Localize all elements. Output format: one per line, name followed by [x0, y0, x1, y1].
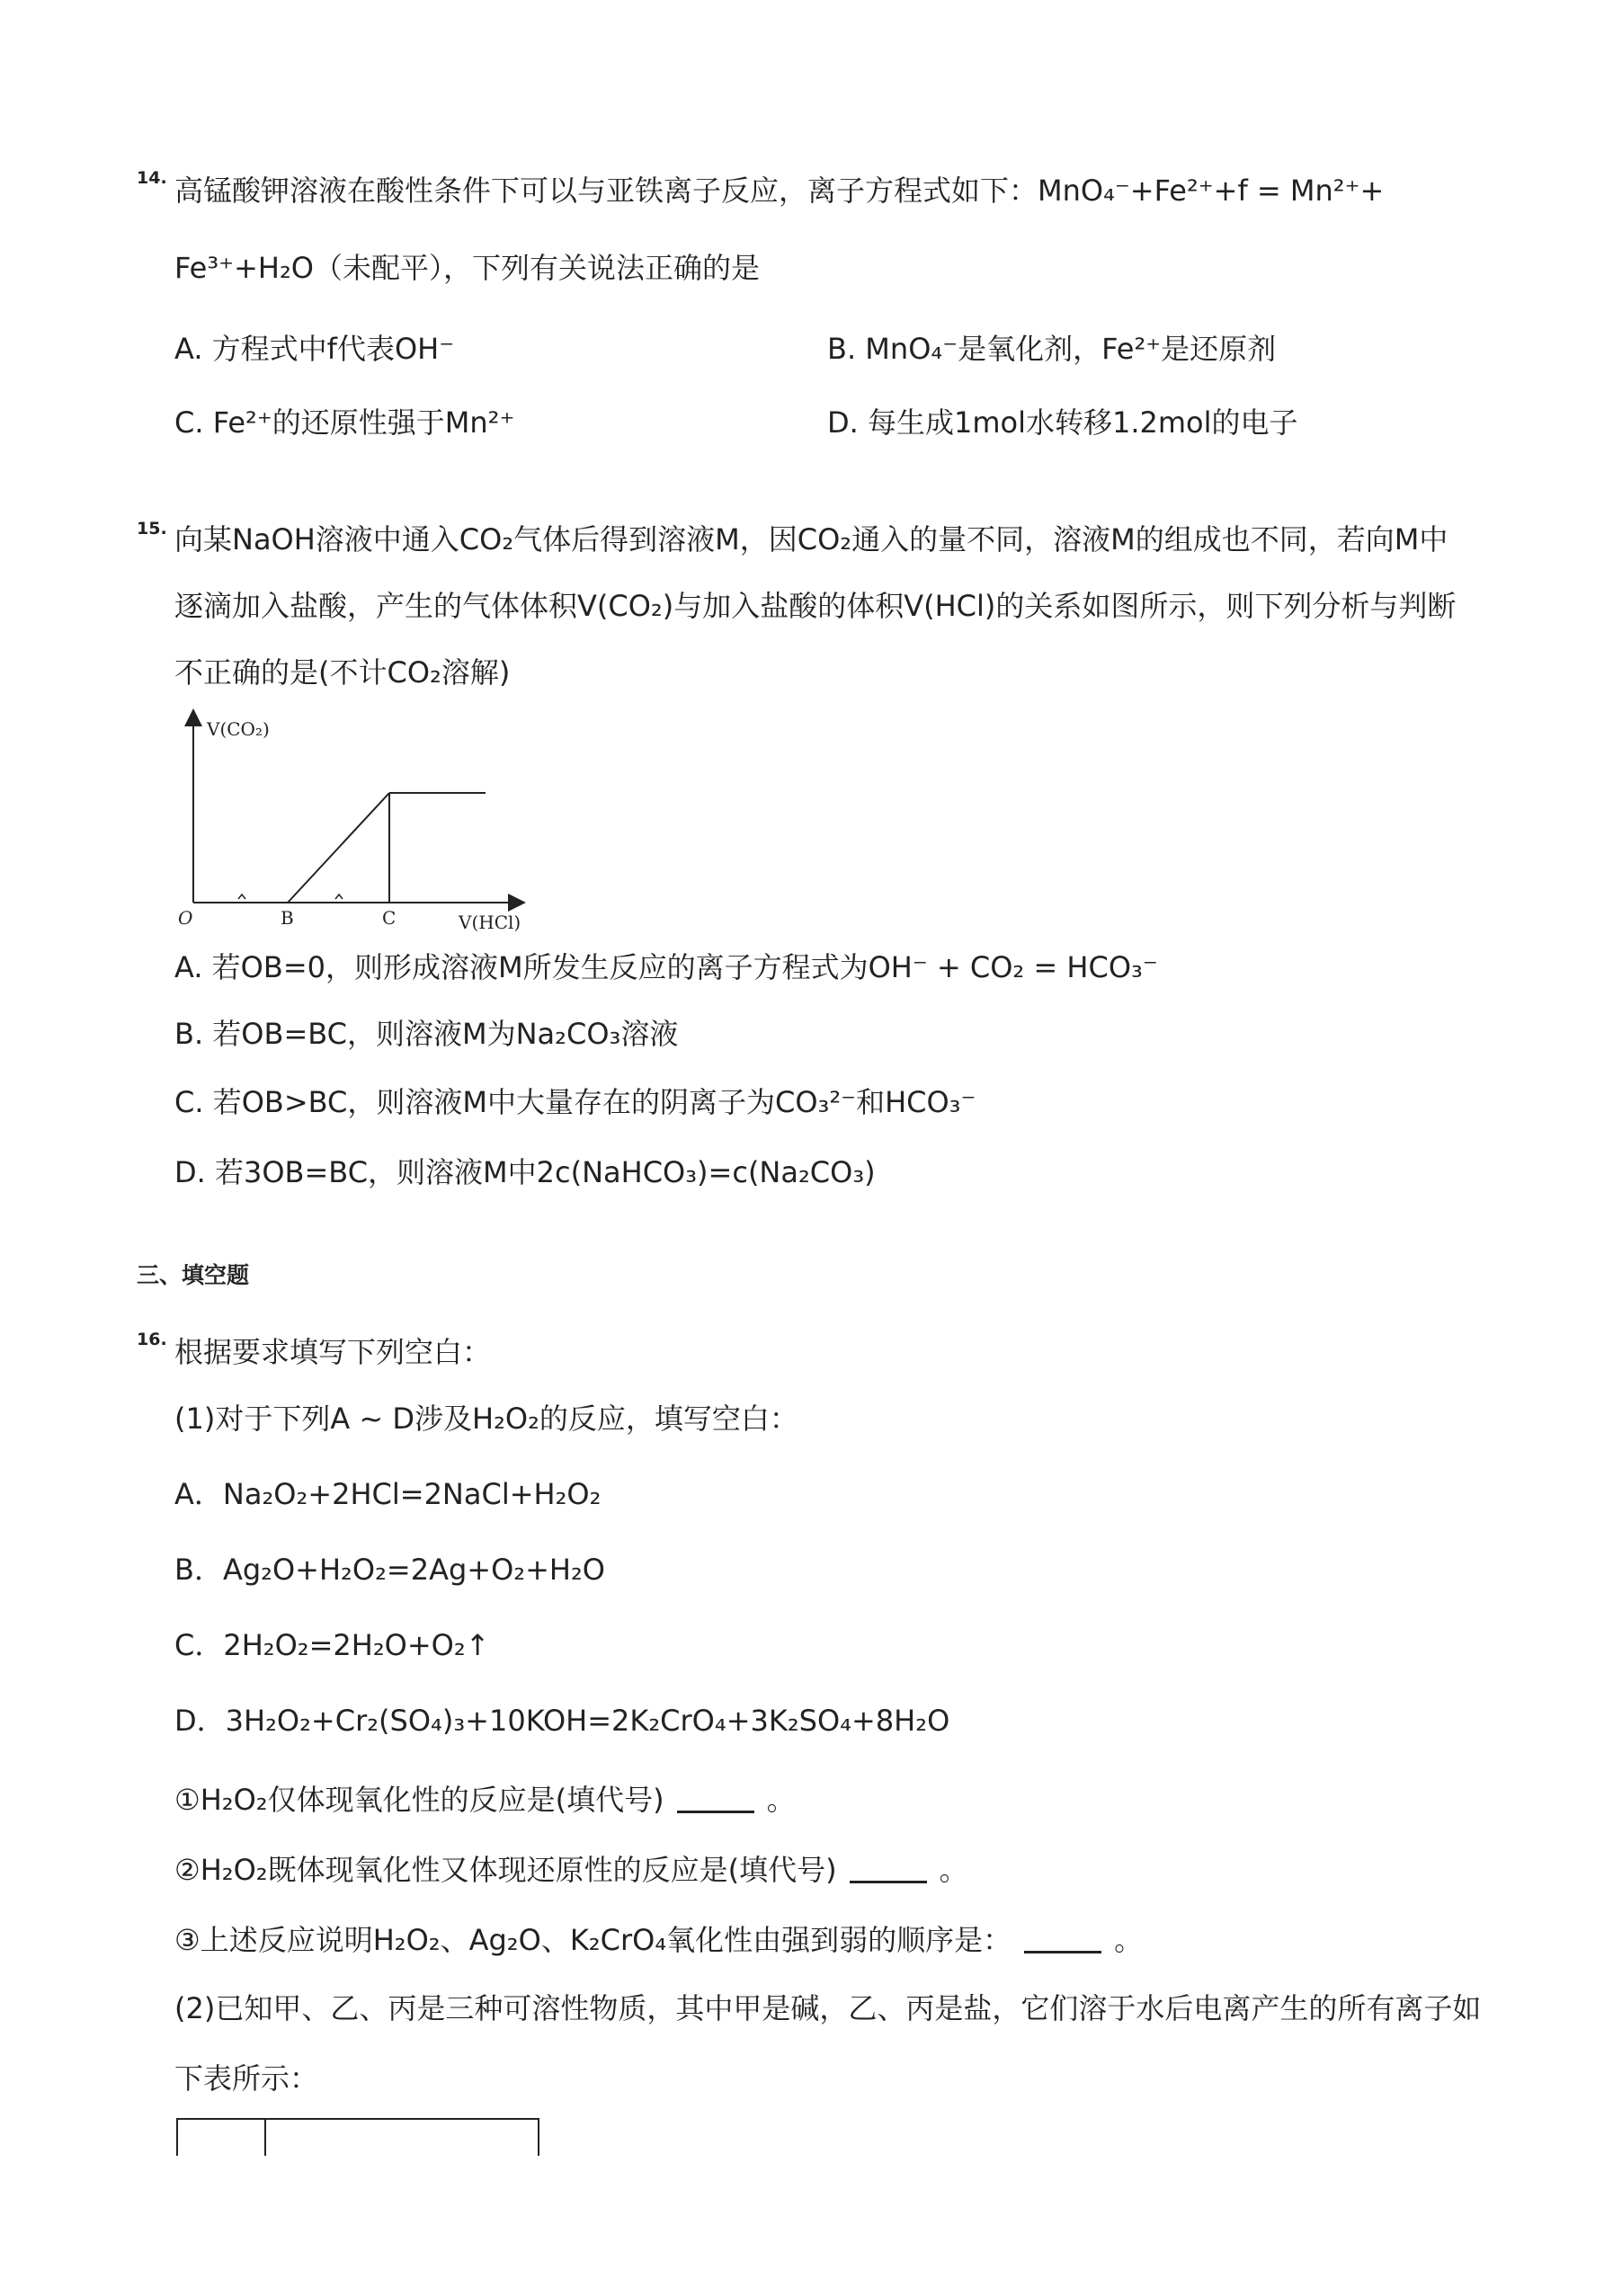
subquestion-3-text: ③上述反应说明H₂O₂、Ag₂O、K₂CrO₄氧化性由强到弱的顺序是：	[174, 1923, 1012, 1957]
ion-table-column-divider	[264, 2120, 266, 2156]
ion-table	[176, 2118, 539, 2156]
ob-brace-mark	[238, 894, 245, 899]
answer-blank-2[interactable]	[850, 1881, 927, 1883]
question-15-stem-line1: 向某NaOH溶液中通入CO₂气体后得到溶液M，因CO₂通入的量不同，溶液M的组成也不同，若向M中	[174, 522, 1448, 556]
question-15-option-a: A. 若OB=0，则形成溶液M所发生反应的离子方程式为OH⁻ + CO₂ = HCO₃⁻	[174, 950, 1158, 984]
subquestion-1-text: ①H₂O₂仅体现氧化性的反应是(填代号)	[174, 1783, 664, 1817]
reaction-c: C．2H₂O₂=2H₂O+O₂↑	[174, 1628, 490, 1662]
question-15-option-d: D. 若3OB=BC，则溶液M中2c(NaHCO₃)=c(Na₂CO₃)	[174, 1155, 876, 1189]
question-15-stem-line3: 不正确的是(不计CO₂溶解)	[174, 655, 511, 690]
section-heading-fill-in: 三、填空题	[137, 1262, 250, 1288]
bc-brace-mark	[335, 894, 343, 899]
question-14-option-d: D. 每生成1mol水转移1.2mol的电子	[827, 405, 1298, 440]
point-b-label: B	[281, 907, 294, 929]
question-16-part2-line1: (2)已知甲、乙、丙是三种可溶性物质，其中甲是碱，乙、丙是盐，它们溶于水后电离产生的所有离子如	[174, 1991, 1482, 2025]
question-14-option-a: A. 方程式中f代表OH⁻	[174, 332, 455, 366]
answer-blank-1[interactable]	[677, 1811, 754, 1813]
subquestion-3-period: 。	[1114, 1923, 1144, 1957]
question-15-stem-line2: 逐滴加入盐酸，产生的气体体积V(CO₂)与加入盐酸的体积V(HCl)的关系如图所示，则下列分析与判断	[174, 589, 1457, 623]
reaction-a: A．Na₂O₂+2HCl=2NaCl+H₂O₂	[174, 1477, 602, 1511]
answer-blank-3[interactable]	[1024, 1951, 1101, 1953]
question-14-number: 14.	[137, 168, 167, 188]
origin-label: O	[178, 907, 193, 929]
subquestion-1-period: 。	[766, 1783, 796, 1817]
reaction-d: D．3H₂O₂+Cr₂(SO₄)₃+10KOH=2K₂CrO₄+3K₂SO₄+8H₂O	[174, 1704, 950, 1738]
question-14-stem-line2: Fe³⁺+H₂O（未配平），下列有关说法正确的是	[174, 251, 760, 285]
reaction-b: B．Ag₂O+H₂O₂=2Ag+O₂+H₂O	[174, 1553, 605, 1587]
subquestion-2	[174, 1850, 968, 1890]
point-c-label: C	[382, 907, 397, 929]
co2-volume-graph	[171, 708, 548, 933]
y-axis-label: V(CO₂)	[207, 718, 270, 740]
question-15-number: 15.	[137, 519, 167, 538]
question-14-option-b: B. MnO₄⁻是氧化剂，Fe²⁺是还原剂	[827, 332, 1277, 366]
question-15-option-c: C. 若OB>BC，则溶液M中大量存在的阴离子为CO₃²⁻和HCO₃⁻	[174, 1085, 976, 1119]
question-15-option-b: B. 若OB=BC，则溶液M为Na₂CO₃溶液	[174, 1017, 679, 1051]
question-14-option-c: C. Fe²⁺的还原性强于Mn²⁺	[174, 405, 515, 440]
subquestion-1	[174, 1780, 796, 1820]
subquestion-2-period: 。	[939, 1853, 968, 1887]
x-axis-label: V(HCl)	[459, 912, 521, 933]
subquestion-2-text: ②H₂O₂既体现氧化性又体现还原性的反应是(填代号)	[174, 1853, 837, 1887]
question-16-part2-line2: 下表所示：	[174, 2061, 319, 2096]
question-16-number: 16.	[137, 1330, 167, 1349]
gas-rise-segment	[288, 793, 389, 903]
question-16-part1: (1)对于下列A ~ D涉及H₂O₂的反应，填写空白：	[174, 1402, 798, 1436]
question-14-stem-line1: 高锰酸钾溶液在酸性条件下可以与亚铁离子反应，离子方程式如下：MnO₄⁻+Fe²⁺+f = Mn²⁺+	[174, 174, 1385, 208]
question-16-intro: 根据要求填写下列空白：	[174, 1335, 492, 1369]
subquestion-3	[174, 1920, 1143, 1960]
